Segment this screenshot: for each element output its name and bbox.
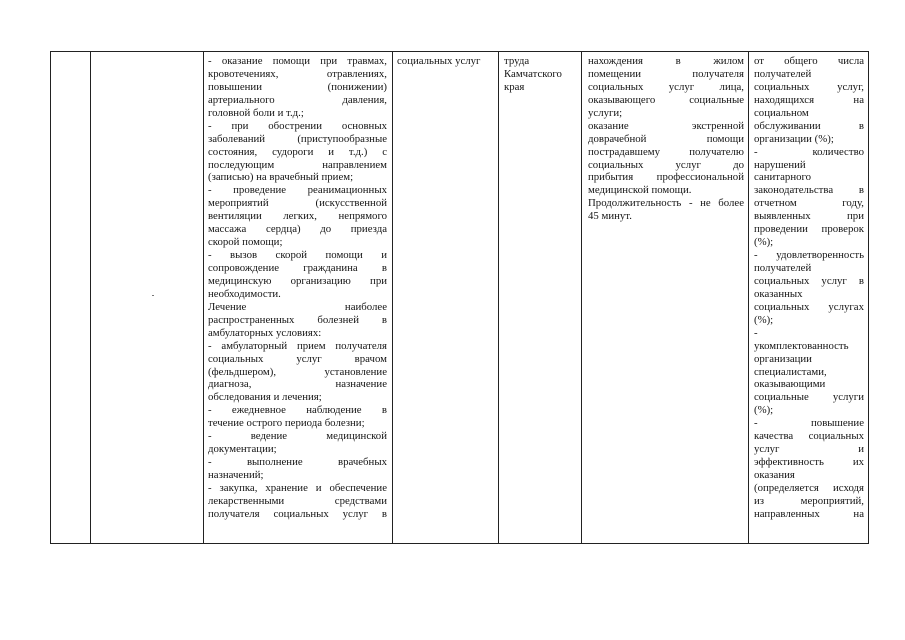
text-line: - количество — [754, 145, 864, 158]
text-line: края — [504, 80, 525, 93]
table-top-border — [50, 51, 868, 52]
text-line: нахождения в жилом — [588, 55, 744, 67]
text-line: состояния, судороги и т.д.) с — [208, 145, 387, 158]
text-line: укомплектованность — [754, 339, 849, 352]
text-line: - — [754, 326, 758, 339]
text-line: из мероприятий, — [754, 494, 864, 507]
text-line: социальных услуг врачом — [208, 352, 387, 365]
text-line: - проведение реанимационных — [208, 184, 387, 197]
text-line: повышении (понижении) — [208, 80, 387, 93]
text-line: течение острого периода болезни; — [208, 417, 365, 430]
text-line: организации (%); — [754, 132, 834, 145]
text-line: артериального давления, — [208, 93, 387, 106]
text-line: обследования и лечения; — [208, 391, 322, 404]
cell-col3-services-description — [208, 55, 387, 521]
text-line: (%); — [754, 313, 774, 326]
cell-col6-conditions — [588, 55, 744, 223]
text-line: головной боли и т.д.; — [208, 106, 304, 119]
text-line: мероприятий (искусственной — [208, 197, 387, 210]
text-line: оказанных — [754, 287, 803, 300]
text-line: (%); — [754, 404, 774, 417]
text-line: нарушений — [754, 158, 806, 171]
text-line: - при обострении основных — [208, 119, 387, 132]
table-bottom-border — [50, 543, 868, 544]
text-line: качества социальных — [754, 430, 864, 443]
text-line: выявленных при — [754, 210, 864, 223]
text-line: - ежедневное наблюдение в — [208, 404, 387, 417]
column-border-4 — [498, 51, 499, 544]
text-line: медицинскую организацию при — [208, 274, 387, 287]
text-line: распространенных болезней в — [208, 313, 387, 326]
text-line: - выполнение врачебных — [208, 456, 387, 469]
text-line: помещении получателя — [588, 67, 744, 80]
text-line: - удовлетворенность — [754, 249, 864, 262]
text-line: услуги; — [588, 106, 623, 119]
text-line: оказание экстренной — [588, 119, 744, 132]
text-line: обслуживании в — [754, 119, 864, 132]
column-border-3 — [392, 51, 393, 544]
text-line: (%); — [754, 236, 774, 249]
column-border-5 — [581, 51, 582, 544]
text-line: получателей — [754, 262, 812, 274]
column-border-0 — [50, 51, 51, 544]
text-line: (определяется исходя — [754, 481, 864, 494]
text-line: социальных услуг — [397, 55, 481, 67]
text-line: социальные услуги — [754, 391, 864, 404]
text-line: отчетном году, — [754, 197, 864, 210]
text-line: получателя социальных услуг в — [208, 507, 387, 520]
scan-speck — [152, 295, 154, 296]
text-line: - повышение — [754, 417, 864, 430]
text-line: - оказание помощи при травмах, — [208, 55, 387, 67]
cell-col5-provider — [504, 55, 578, 94]
text-line: кровотечениях, отравлениях, — [208, 67, 387, 80]
text-line: санитарного — [754, 171, 812, 184]
text-line: Камчатского — [504, 67, 562, 80]
text-line: Лечение наиболее — [208, 300, 387, 313]
text-line: оказывающими — [754, 378, 826, 391]
text-line: социальных услугах — [754, 300, 864, 313]
text-line: законодательства в — [754, 184, 864, 197]
text-line: заболеваний (приступообразные — [208, 132, 387, 145]
text-line: социальном — [754, 106, 809, 119]
cell-col7-indicators — [754, 55, 864, 521]
text-line: - вызов скорой помощи и — [208, 249, 387, 262]
text-line: прибытия профессиональной — [588, 171, 744, 184]
text-line: Продолжительность - не более — [588, 197, 744, 210]
text-line: необходимости. — [208, 287, 281, 300]
text-line: труда — [504, 55, 530, 67]
text-line: - ведение медицинской — [208, 430, 387, 443]
column-border-7 — [868, 51, 869, 544]
text-line: социальных услуг до — [588, 158, 744, 171]
text-line: скорой помощи; — [208, 236, 283, 249]
text-line: вентиляции легких, непрямого — [208, 210, 387, 223]
text-line: (фельдшером), установление — [208, 365, 387, 378]
text-line: сопровождение гражданина в — [208, 262, 387, 274]
text-line: (записью) на врачебный прием; — [208, 171, 354, 184]
text-line: назначений; — [208, 469, 264, 481]
column-border-6 — [748, 51, 749, 544]
text-line: получателей — [754, 67, 812, 80]
text-line: социальных услуг лица, — [588, 80, 744, 93]
cell-col4 — [397, 55, 495, 68]
text-line: документации; — [208, 443, 277, 456]
text-line: пострадавшему получателю — [588, 145, 744, 158]
text-line: 45 минут. — [588, 210, 632, 223]
text-line: доврачебной помощи — [588, 132, 744, 145]
text-line: диагноза, назначение — [208, 378, 387, 391]
text-line: амбулаторных условиях: — [208, 326, 322, 339]
text-line: последующим направлением — [208, 158, 387, 171]
text-line: социальных услуг, — [754, 80, 864, 93]
text-line: эффективность их — [754, 456, 864, 469]
text-line: услуг и — [754, 443, 864, 456]
text-line: организации — [754, 352, 812, 365]
column-border-1 — [90, 51, 91, 544]
text-line: от общего числа — [754, 55, 864, 67]
text-line: направленных на — [754, 507, 864, 520]
text-line: медицинской помощи. — [588, 184, 692, 197]
text-line: оказывающего социальные — [588, 93, 744, 106]
text-line: специалистами, — [754, 365, 827, 378]
text-line: лекарственными средствами — [208, 494, 387, 507]
text-line: социальных услуг в — [754, 274, 864, 287]
text-line: находящихся на — [754, 93, 864, 106]
text-line: массажа сердца) до приезда — [208, 223, 387, 236]
text-line: проведении проверок — [754, 223, 864, 236]
text-line: - амбулаторный прием получателя — [208, 339, 387, 352]
text-line: оказания — [754, 469, 795, 481]
column-border-2 — [203, 51, 204, 544]
text-line: - закупка, хранение и обеспечение — [208, 481, 387, 494]
